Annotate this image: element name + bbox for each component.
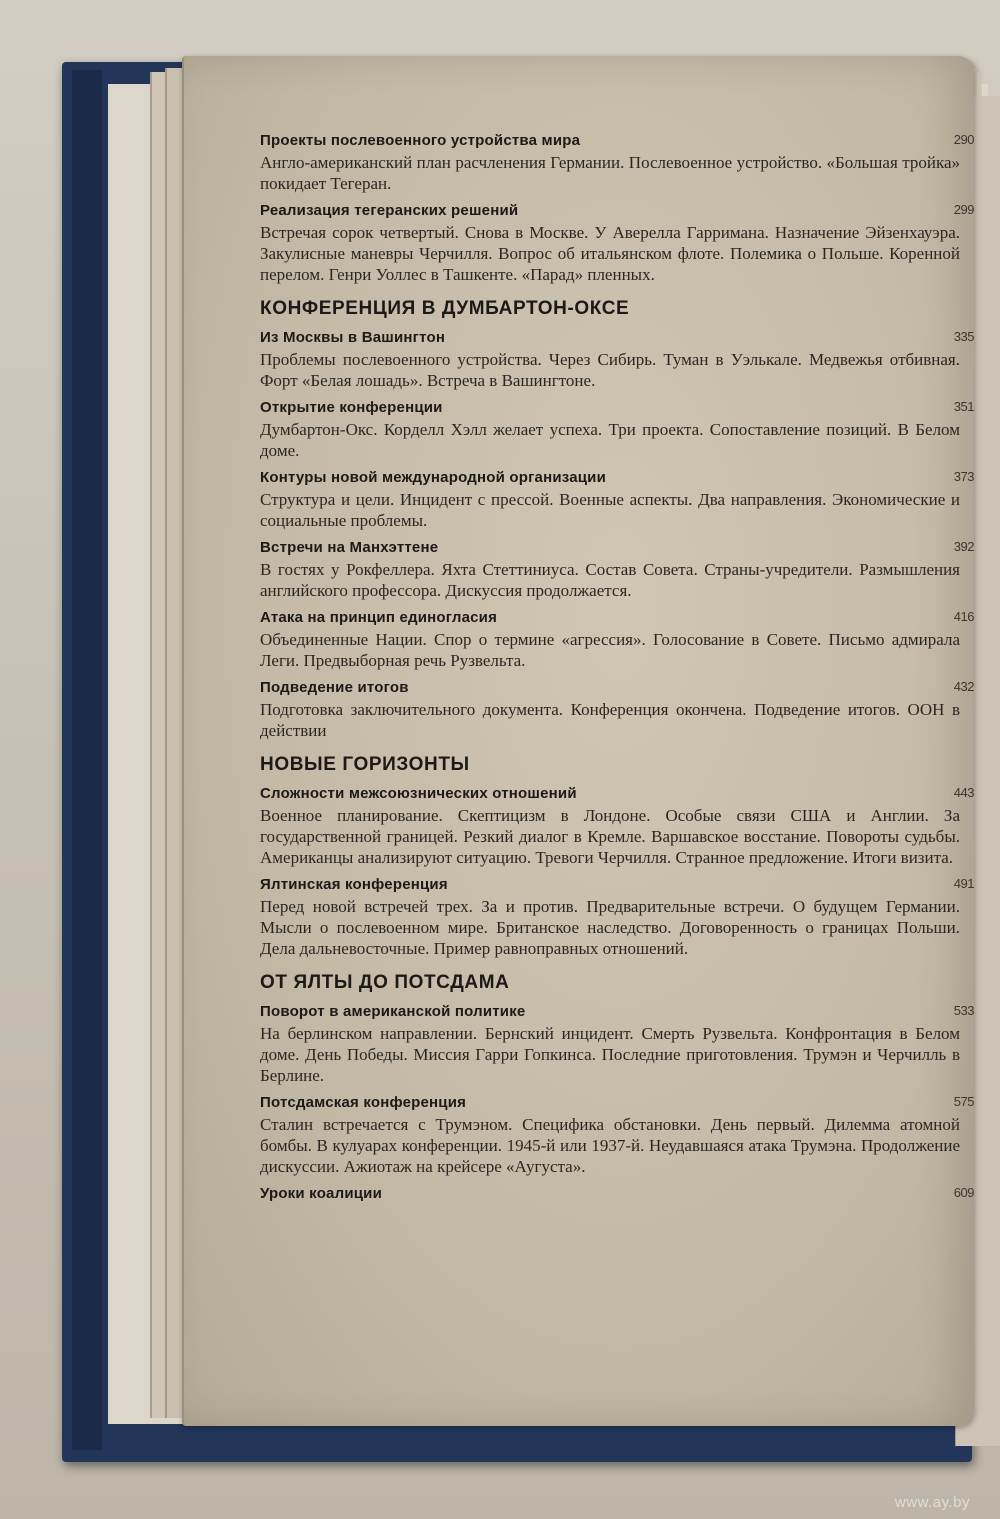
page-number: 290 — [953, 132, 974, 147]
toc-entry — [260, 130, 974, 194]
chapter-title: Сложности межсоюзнических отношений — [260, 785, 577, 802]
chapter-title: Из Москвы в Вашингтон — [260, 329, 446, 346]
watermark-text: www.ay.by — [894, 1494, 970, 1511]
chapter-title: Проекты послевоенного устройства мира — [260, 132, 581, 149]
page-number: 299 — [953, 202, 974, 217]
toc-entry — [260, 1183, 974, 1205]
chapter-description: На берлинском направлении. Бернский инцидент. Смерть Рузвельта. Конфронтация в Белом доме. День Победы. Миссия Гарри Гопкинса. Последние приготовления. Трумэн и Черчилль в Берлине. — [260, 1024, 960, 1085]
toc-entry — [260, 327, 974, 391]
chapter-description: Военное планирование. Скептицизм в Лондоне. Особые связи США и Англии. За государственной границей. Резкий диалог в Кремле. Варшавское восстание. Повороты судьбы. Американцы анализируют ситуацию. Тревоги Черчилля. Странное предложение. Итоги визита. — [260, 806, 960, 867]
chapter-title: Открытие конференции — [260, 399, 443, 416]
chapter-description: Структура и цели. Инцидент с прессой. Военные аспекты. Два направления. Экономические и социальные проблемы. — [260, 490, 960, 530]
chapter-description: Объединенные Нации. Спор о термине «агрессия». Голосование в Совете. Письмо адмирала Леги. Предвыборная речь Рузвельта. — [260, 630, 960, 670]
page-number: 416 — [953, 609, 974, 624]
chapter-title: Уроки коалиции — [260, 1185, 383, 1202]
chapter-description: Проблемы послевоенного устройства. Через Сибирь. Туман в Уэлькале. Медвежья отбивная. Форт «Белая лошадь». Встреча в Вашингтоне. — [260, 350, 960, 390]
toc-entry — [260, 200, 974, 285]
page-number: 575 — [953, 1094, 974, 1109]
page-number: 335 — [953, 329, 974, 344]
chapter-title: Контуры новой международной организации — [260, 469, 607, 486]
page-number: 443 — [953, 785, 974, 800]
chapter-description: Англо-американский план расчленения Германии. Послевоенное устройство. «Большая тройка» покидает Тегеран. — [260, 153, 960, 193]
toc-entry — [260, 467, 974, 531]
page-number: 533 — [953, 1003, 974, 1018]
toc-entry — [260, 1001, 974, 1086]
toc-entry — [260, 783, 974, 868]
chapter-description: Подготовка заключительного документа. Конференция окончена. Подведение итогов. ООН в действии — [260, 700, 960, 740]
chapter-description: Перед новой встречей трех. За и против. Предварительные встречи. О будущем Германии. Мысли о послевоенном мире. Британское наследство. Договоренность о границах Польши. Дела дальневосточные. Пример равноправных отношений. — [260, 897, 960, 958]
toc-entry — [260, 537, 974, 601]
toc-entry — [260, 1092, 974, 1177]
part-heading: КОНФЕРЕНЦИЯ В ДУМБАРТОН-ОКСЕ — [260, 298, 630, 319]
chapter-title: Встречи на Манхэттене — [260, 539, 439, 556]
page-number: 609 — [953, 1185, 974, 1200]
chapter-description: Встречая сорок четвертый. Снова в Москве. У Аверелла Гарримана. Назначение Эйзенхауэра. Закулисные маневры Черчилля. Вопрос об итальянском флоте. Полемика о Польше. Коренной перелом. Генри Уоллес в Ташкенте. «Парад» пленных. — [260, 223, 960, 284]
chapter-description: Думбартон-Окс. Корделл Хэлл желает успеха. Три проекта. Сопоставление позиций. В Белом доме. — [260, 420, 960, 460]
toc-entry — [260, 607, 974, 671]
toc-entry — [260, 397, 974, 461]
chapter-description: В гостях у Рокфеллера. Яхта Стеттиниуса. Состав Совета. Страны-учредители. Размышления английского профессора. Дискуссия продолжается. — [260, 560, 960, 600]
chapter-description: Сталин встречается с Трумэном. Специфика обстановки. День первый. Дилемма атомной бомбы. В кулуарах конференции. 1945-й или 1937-й. Неудавшаяся атака Трумэна. Продолжение дискуссии. Ажиотаж на крейсере «Аугуста». — [260, 1115, 960, 1176]
toc-entry — [260, 874, 974, 959]
chapter-title: Подведение итогов — [260, 679, 409, 696]
chapter-title: Потсдамская конференция — [260, 1094, 467, 1111]
chapter-title: Поворот в американской политике — [260, 1003, 526, 1020]
chapter-title: Реализация тегеранских решений — [260, 202, 519, 219]
book-spine-edge — [72, 70, 102, 1450]
page-number: 392 — [953, 539, 974, 554]
part-heading: ОТ ЯЛТЫ ДО ПОТСДАМА — [260, 972, 510, 993]
toc-entry — [260, 677, 974, 741]
page-number: 373 — [953, 469, 974, 484]
chapter-title: Атака на принцип единогласия — [260, 609, 498, 626]
page-number: 351 — [953, 399, 974, 414]
book-page — [182, 56, 974, 1426]
part-heading: НОВЫЕ ГОРИЗОНТЫ — [260, 754, 470, 775]
page-number: 432 — [953, 679, 974, 694]
page-number: 491 — [953, 876, 974, 891]
chapter-title: Ялтинская конференция — [260, 876, 448, 893]
table-of-contents — [260, 130, 974, 1211]
